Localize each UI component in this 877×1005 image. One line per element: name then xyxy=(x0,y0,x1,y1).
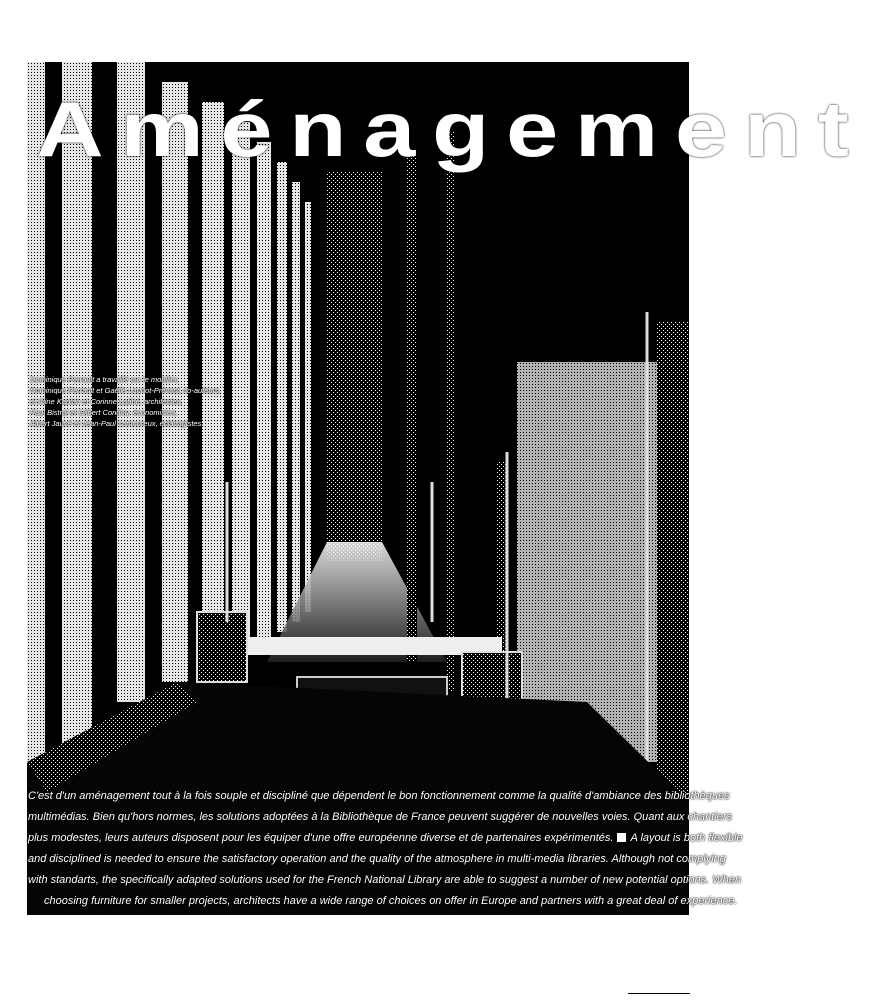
caption-line: and disciplined is needed to ensure the satisfactory operation and the quality of the atmosphere in multi-media libraries. Although not complying xyxy=(28,853,726,865)
caption-line: multimédias. Bien qu'hors normes, les solutions adoptées à la Bibliothèque de France peuvent suggérer de nouvelles voies. Quant aux chantiers xyxy=(28,811,733,823)
caption-line: C'est d'un aménagement tout à la fois souple et discipliné que dépendent le bon fonctionnement comme la qualité d'ambiance des bibliothèques xyxy=(28,790,730,802)
caption-line xyxy=(28,828,743,849)
credit-line: Albert Jauvé et Jean-Paul Lamoureux, éclairagistes. xyxy=(30,419,204,428)
credit-line: Dominique Perrault et Gaëlle Lauriot-Prévost, co-auteurs, xyxy=(30,386,221,395)
square-bullet-icon xyxy=(617,833,626,842)
caption-line-fr: plus modestes, leurs auteurs disposent pour les équiper d'une offre européenne diverse et de partenaires expérimentés. xyxy=(28,832,614,844)
credit-line: Dominique Perrault a travaillé sur le mobilier, xyxy=(30,375,179,384)
page-title: Aménagement xyxy=(36,85,866,173)
credits-block xyxy=(30,374,230,429)
credit-line: et Aline Kaplan et Corinne Labbé, architectes, xyxy=(30,397,183,406)
footer-rule xyxy=(628,993,690,994)
caption-line: choosing furniture for smaller projects, architects have a wide range of choices on offer in Europe and partners with a great deal of experience. xyxy=(44,895,738,907)
credit-line: Paul Bistral et Gilbert Condou, économistes, xyxy=(30,408,178,417)
caption-line: with standarts, the specifically adapted solutions used for the French National Library are able to suggest a number of new potential options. When xyxy=(28,874,741,886)
caption-text xyxy=(28,786,743,912)
caption-english-start: A layout is both flexible xyxy=(630,832,743,844)
